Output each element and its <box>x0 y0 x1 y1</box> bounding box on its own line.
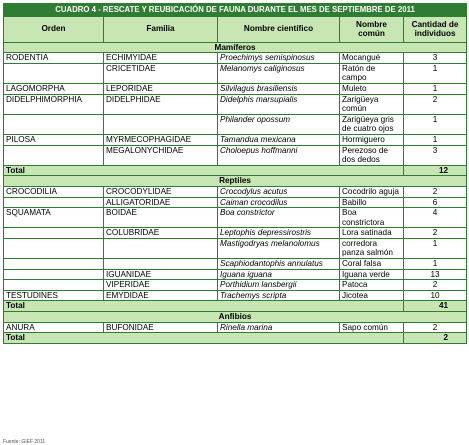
cell-orden: RODENTIA <box>4 53 104 64</box>
total-value: 41 <box>404 301 467 312</box>
cell-nombre-cientifico: Iguana iguana <box>218 269 340 280</box>
table-row <box>4 197 467 208</box>
cell-cantidad: 1 <box>404 83 467 94</box>
cell-familia: DIDELPHIDAE <box>104 94 218 114</box>
cell-familia: BOIDAE <box>104 208 218 228</box>
cell-orden: CROCODILIA <box>4 186 104 197</box>
table-row <box>4 238 467 258</box>
table-row <box>4 63 467 83</box>
cell-orden <box>4 114 104 134</box>
cell-orden: PILOSA <box>4 134 104 145</box>
cell-orden <box>4 197 104 208</box>
cell-familia: EMYDIDAE <box>104 290 218 301</box>
table-row <box>4 280 467 291</box>
cell-familia: BUFONIDAE <box>104 322 218 333</box>
cell-familia: VIPERIDAE <box>104 280 218 291</box>
cell-nombre-comun: Ratón de campo <box>340 63 404 83</box>
table-row <box>4 290 467 301</box>
cell-nombre-cientifico: Trachemys scripta <box>218 290 340 301</box>
table-row <box>4 134 467 145</box>
header-familia: Familia <box>104 16 218 42</box>
cell-cantidad: 6 <box>404 197 467 208</box>
cell-cantidad: 3 <box>404 53 467 64</box>
cell-cantidad: 1 <box>404 134 467 145</box>
cell-cantidad: 1 <box>404 63 467 83</box>
cell-cantidad: 2 <box>404 280 467 291</box>
section-header-row <box>4 42 467 53</box>
cell-cantidad: 1 <box>404 238 467 258</box>
cell-cantidad: 2 <box>404 322 467 333</box>
cell-orden: TESTUDINES <box>4 290 104 301</box>
total-label: Total <box>4 333 404 344</box>
total-label: Total <box>4 165 404 176</box>
table-footer-source: Fuente: GIEF 2011 <box>3 439 46 445</box>
total-row <box>4 333 467 344</box>
cell-orden: DIDELPHIMORPHIA <box>4 94 104 114</box>
cell-nombre-comun: Babillo <box>340 197 404 208</box>
table-row <box>4 322 467 333</box>
cell-nombre-comun: Cocodrilo aguja <box>340 186 404 197</box>
section-label: Anfibios <box>4 312 467 323</box>
cell-nombre-comun: Boa constrictora <box>340 208 404 228</box>
table-row <box>4 208 467 228</box>
cell-nombre-comun: Perezoso de dos dedos <box>340 145 404 165</box>
table-title-row <box>4 4 467 17</box>
cell-orden <box>4 238 104 258</box>
cell-nombre-cientifico: Scaphiodantophis annulatus <box>218 259 340 270</box>
cell-orden <box>4 280 104 291</box>
section-header-row <box>4 312 467 323</box>
cell-nombre-cientifico: Silvilagus brasiliensis <box>218 83 340 94</box>
cell-cantidad: 3 <box>404 145 467 165</box>
cell-familia: ECHIMYIDAE <box>104 53 218 64</box>
total-row <box>4 301 467 312</box>
table-row <box>4 114 467 134</box>
table-row <box>4 228 467 239</box>
table-row <box>4 53 467 64</box>
cell-nombre-comun: Coral falsa <box>340 259 404 270</box>
cell-familia <box>104 114 218 134</box>
cell-nombre-cientifico: Philander opossum <box>218 114 340 134</box>
total-value: 2 <box>404 333 467 344</box>
cell-nombre-cientifico: Proechimys semispinosus <box>218 53 340 64</box>
cell-orden <box>4 145 104 165</box>
fauna-table <box>3 3 467 344</box>
table-row <box>4 259 467 270</box>
cell-nombre-cientifico: Leptophis depressirostris <box>218 228 340 239</box>
table-row <box>4 145 467 165</box>
cell-cantidad: 13 <box>404 269 467 280</box>
cell-orden: SQUAMATA <box>4 208 104 228</box>
cell-familia <box>104 238 218 258</box>
table-row <box>4 186 467 197</box>
cell-familia: COLUBRIDAE <box>104 228 218 239</box>
cell-nombre-comun: Lora satinada <box>340 228 404 239</box>
cell-cantidad: 2 <box>404 94 467 114</box>
section-label: Reptiles <box>4 176 467 187</box>
cell-nombre-cientifico: Mastigodryas melanolomus <box>218 238 340 258</box>
cell-nombre-comun: Muleto <box>340 83 404 94</box>
cell-nombre-comun: Zarigüeya común <box>340 94 404 114</box>
cell-nombre-cientifico: Rinella marina <box>218 322 340 333</box>
cell-nombre-comun: Zarigüeya gris de cuatro ojos <box>340 114 404 134</box>
table-title: CUADRO 4 - RESCATE Y REUBICACIÓN DE FAUNA DURANTE EL MES DE SEPTIEMBRE DE 2011 <box>4 4 467 17</box>
cell-familia: MYRMECOPHAGIDAE <box>104 134 218 145</box>
cell-familia: CRICETIDAE <box>104 63 218 83</box>
cell-nombre-cientifico: Didelphis marsupialis <box>218 94 340 114</box>
table-row <box>4 94 467 114</box>
fauna-table-container <box>3 3 466 344</box>
cell-cantidad: 2 <box>404 228 467 239</box>
cell-nombre-cientifico: Crocodylus acutus <box>218 186 340 197</box>
cell-orden: LAGOMORPHA <box>4 83 104 94</box>
cell-nombre-comun: corredora panza salmón <box>340 238 404 258</box>
cell-nombre-comun: Mocangué <box>340 53 404 64</box>
cell-familia: IGUANIDAE <box>104 269 218 280</box>
cell-familia <box>104 259 218 270</box>
cell-cantidad: 10 <box>404 290 467 301</box>
cell-orden <box>4 269 104 280</box>
total-row <box>4 165 467 176</box>
cell-nombre-comun: Hormiguero <box>340 134 404 145</box>
cell-cantidad: 2 <box>404 186 467 197</box>
cell-familia: LEPORIDAE <box>104 83 218 94</box>
cell-nombre-cientifico: Choloepus hoffmanni <box>218 145 340 165</box>
header-nombre-cientifico: Nombre científico <box>218 16 340 42</box>
cell-nombre-comun: Jicotea <box>340 290 404 301</box>
header-orden: Orden <box>4 16 104 42</box>
cell-cantidad: 4 <box>404 208 467 228</box>
cell-orden <box>4 63 104 83</box>
table-row <box>4 269 467 280</box>
cell-nombre-cientifico: Melanomys caliginosus <box>218 63 340 83</box>
section-header-row <box>4 176 467 187</box>
cell-nombre-comun: Sapo común <box>340 322 404 333</box>
header-nombre-comun: Nombre común <box>340 16 404 42</box>
header-cantidad: Cantidad de individuos <box>404 16 467 42</box>
cell-nombre-cientifico: Caiman crocodilus <box>218 197 340 208</box>
cell-nombre-comun: Patoca <box>340 280 404 291</box>
cell-nombre-cientifico: Tamandua mexicana <box>218 134 340 145</box>
cell-nombre-comun: Iguana verde <box>340 269 404 280</box>
cell-cantidad: 1 <box>404 259 467 270</box>
cell-familia: CROCODYLIDAE <box>104 186 218 197</box>
cell-familia: MEGALONYCHIDAE <box>104 145 218 165</box>
table-header-row <box>4 16 467 42</box>
section-label: Mamíferos <box>4 42 467 53</box>
total-value: 12 <box>404 165 467 176</box>
cell-orden: ANURA <box>4 322 104 333</box>
total-label: Total <box>4 301 404 312</box>
cell-nombre-cientifico: Boa constrictor <box>218 208 340 228</box>
cell-cantidad: 1 <box>404 114 467 134</box>
cell-nombre-cientifico: Porthidium lansbergii <box>218 280 340 291</box>
fauna-table-body <box>4 4 467 344</box>
cell-familia: ALLIGATORIDAE <box>104 197 218 208</box>
table-row <box>4 83 467 94</box>
cell-orden <box>4 228 104 239</box>
cell-orden <box>4 259 104 270</box>
